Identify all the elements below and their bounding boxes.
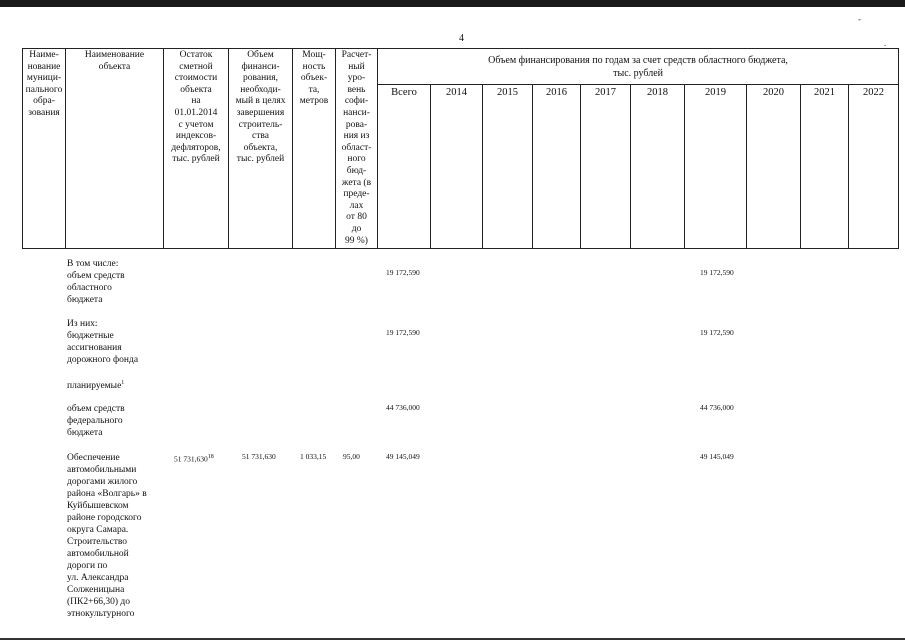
row-road-fund-total: 19 172,590 <box>386 328 420 337</box>
row-label-road-fund: Из них: бюджетные ассигнования дорожного фонда <box>67 319 139 365</box>
header-year-2021: 2021 <box>801 85 849 249</box>
row-object-2019: 49 145,049 <box>700 452 734 461</box>
header-object-name: Наименование объекта <box>66 49 164 249</box>
header-year-2015: 2015 <box>483 85 533 249</box>
row-object-remaining-cost <box>174 452 214 465</box>
row-object-financing-volume: 51 731,630 <box>242 452 276 461</box>
header-financing-by-year: Объем финансирования по годам за счет средств областного бюджета, тыс. рублей <box>378 49 899 85</box>
row-federal-total: 44 736,000 <box>386 403 420 412</box>
header-municipality: Наиме- нование муници- пального обра- зования <box>23 49 66 249</box>
header-year-total: Всего <box>378 85 431 249</box>
row-object-cofinancing-level: 95,00 <box>343 452 360 461</box>
header-year-2014: 2014 <box>431 85 483 249</box>
financing-table-header <box>22 48 899 249</box>
page-number: 4 <box>459 33 464 44</box>
row-label-object-description: Обеспечение автомобильными дорогами жилого района «Волгарь» в Куйбышевском районе городского округа Самара. Строительство автомобильной дороги по ул. Александра Солженицына (ПК2+66,30) до этнокультурного <box>67 453 147 619</box>
row-object-remaining-value: 51 731,630 <box>174 454 208 464</box>
row-label-regional-budget: В том числе: объем средств областного бюджета <box>67 259 125 305</box>
header-remaining-cost: Остаток сметной стоимости объекта на 01.01.2014 с учетом индексов- дефляторов, тыс. рублей <box>164 49 229 249</box>
header-year-2017: 2017 <box>581 85 631 249</box>
row-object-capacity: 1 033,15 <box>300 452 327 461</box>
row-label-federal-budget: объем средств федерального бюджета <box>67 404 125 438</box>
header-financing-volume: Объем финанси- рования, необходи- мый в целях завершения строитель- ства объекта, тыс. рублей <box>229 49 293 249</box>
header-capacity: Мощ- ность объек- та, метров <box>293 49 336 249</box>
header-year-2018: 2018 <box>631 85 685 249</box>
header-cofinancing-level: Расчет- ный уро- вень софи- нанси- рова- ния из област- ного бюд- жета (в преде- лах от 80 до 99 %) <box>336 49 378 249</box>
scan-top-border <box>0 0 905 7</box>
header-year-2020: 2020 <box>747 85 801 249</box>
footnote-marker: 18 <box>207 454 214 460</box>
row-label-planned-text: планируемые <box>67 381 122 392</box>
scan-speck: - <box>858 14 861 24</box>
row-object-total: 49 145,049 <box>386 452 420 461</box>
row-federal-2019: 44 736,000 <box>700 403 734 412</box>
scan-speck: . <box>884 38 887 48</box>
row-road-fund-2019: 19 172,590 <box>700 328 734 337</box>
footnote-marker: 1 <box>121 380 125 386</box>
row-regional-2019: 19 172,590 <box>700 268 734 277</box>
row-regional-total: 19 172,590 <box>386 268 420 277</box>
header-year-2022: 2022 <box>849 85 899 249</box>
header-year-2019: 2019 <box>685 85 747 249</box>
row-label-planned <box>67 377 124 392</box>
header-year-2016: 2016 <box>533 85 581 249</box>
